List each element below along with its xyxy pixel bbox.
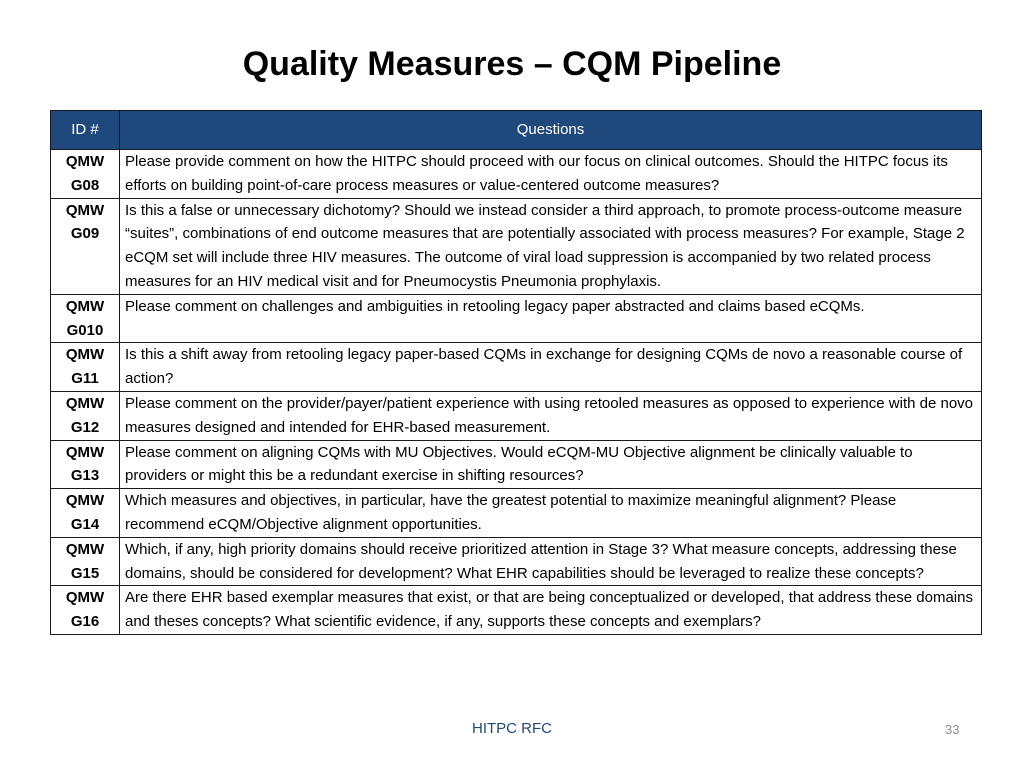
questions-table: [50, 110, 982, 635]
table-row: [51, 391, 982, 440]
row-question: Which, if any, high priority domains should receive prioritized attention in Stage 3? What measure concepts, addressing these domains, should be considered for development? What EHR capabilities should be leveraged to realize these concepts?: [120, 537, 982, 586]
row-id: [51, 537, 120, 586]
row-question: Please provide comment on how the HITPC should proceed with our focus on clinical outcomes. Should the HITPC focus its efforts on building point-of-care process measures or value-centered outcome measures?: [120, 150, 982, 199]
row-id-line: G09: [70, 225, 100, 243]
table-row: [51, 150, 982, 199]
row-id-line: QMW: [65, 346, 105, 364]
row-question: Please comment on the provider/payer/patient experience with using retooled measures as opposed to experience with de novo measures designed and intended for EHR-based measurement.: [120, 391, 982, 440]
row-question: Are there EHR based exemplar measures that exist, or that are being conceptualized or developed, that address these domains and theses concepts? What scientific evidence, if any, supports these concepts and exemplars?: [120, 586, 982, 635]
row-question: Please comment on challenges and ambiguities in retooling legacy paper abstracted and claims based eCQMs.: [120, 294, 982, 343]
table-header-row: [51, 111, 982, 150]
table-row: [51, 537, 982, 586]
row-id-line: QMW: [65, 297, 105, 315]
row-id: [51, 343, 120, 392]
table-row: [51, 586, 982, 635]
row-id-line: QMW: [65, 540, 105, 558]
header-id: ID #: [51, 111, 120, 150]
row-id-line: G08: [70, 176, 100, 194]
row-id: [51, 489, 120, 538]
row-id-line: G15: [70, 564, 100, 582]
row-id-line: QMW: [65, 394, 105, 412]
row-id-line: QMW: [65, 201, 105, 219]
row-question: Please comment on aligning CQMs with MU Objectives. Would eCQM-MU Objective alignment be clinically valuable to providers or might this be a redundant exercise in shifting resources?: [120, 440, 982, 489]
page-number: 33: [945, 722, 960, 737]
row-id-line: QMW: [65, 492, 105, 510]
row-id: [51, 440, 120, 489]
row-id-line: G13: [70, 467, 100, 485]
row-id: [51, 391, 120, 440]
row-id: [51, 150, 120, 199]
row-id-line: QMW: [65, 589, 105, 607]
footer-text: HITPC RFC: [472, 720, 552, 737]
table-row: [51, 294, 982, 343]
row-id-line: G11: [71, 370, 99, 388]
slide-title: Quality Measures – CQM Pipeline: [242, 45, 782, 83]
table-row: [51, 440, 982, 489]
table-row: [51, 198, 982, 294]
row-id-line: QMW: [65, 443, 105, 461]
row-question: Is this a shift away from retooling legacy paper-based CQMs in exchange for designing CQMs de novo a reasonable course of action?: [120, 343, 982, 392]
row-id-line: G14: [70, 515, 100, 533]
row-id: [51, 586, 120, 635]
table-row: [51, 343, 982, 392]
row-id-line: G010: [66, 321, 104, 339]
row-id: [51, 294, 120, 343]
row-question: Which measures and objectives, in particular, have the greatest potential to maximize meaningful alignment? Please recommend eCQM/Objective alignment opportunities.: [120, 489, 982, 538]
row-id-line: G12: [70, 418, 100, 436]
table-row: [51, 489, 982, 538]
row-id-line: QMW: [65, 153, 105, 170]
row-id-line: G16: [70, 613, 100, 631]
row-question: Is this a false or unnecessary dichotomy? Should we instead consider a third approach, to promote process-outcome measure “suites”, combinations of end outcome measures that are potentially associated with process measures? For example, Stage 2 eCQM set will include three HIV measures. The outcome of viral load suppression is accompanied by two related process measures for an HIV medical visit and for Pneumocystis Pneumonia prophylaxis.: [120, 198, 982, 294]
header-questions: Questions: [120, 111, 982, 150]
row-id: [51, 198, 120, 294]
table-body: [51, 150, 982, 635]
